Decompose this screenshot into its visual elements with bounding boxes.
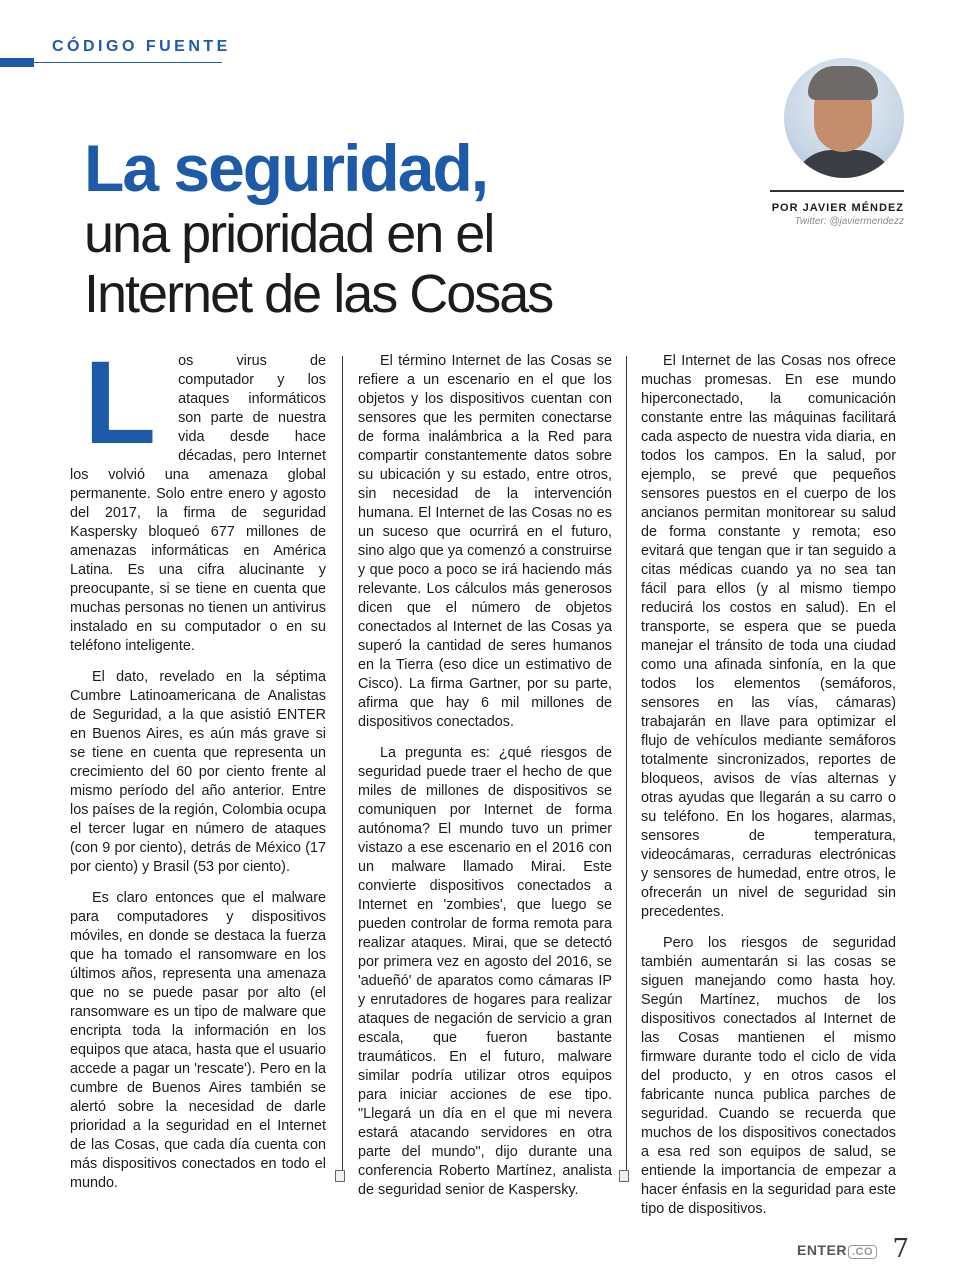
brand-name: ENTER: [796, 1242, 847, 1258]
column-end-mark: [335, 1170, 345, 1182]
author-photo: [784, 58, 904, 178]
column-divider: [342, 356, 343, 1176]
brand-suffix: .CO: [848, 1245, 877, 1259]
paragraph: El término Internet de las Cosas se refiere a un escenario en el que los objetos y los dispositivos cuentan con sensores que les permiten conectarse de forma inalámbrica a la Red para compartir constantemente datos sobre su ubicación y su estado, entre otros, sin necesidad de la intervención humana. El Internet de las Cosas no es un suceso que ocurrirá en el futuro, sino algo que ya comenzó a construirse y que poco a poco se irá haciendo más relevante. Los cálculos más generosos dicen que el número de objetos conectados al Internet de las Cosas ya superó la cantidad de seres humanos en la Tierra (eso dice un estimativo de Cisco). La firma Gartner, por su parte, afirma que hay 6 mil millones de dispositivos conectados.: [358, 353, 612, 730]
paragraph: El dato, revelado en la séptima Cumbre Latinoamericana de Analistas de Seguridad, a la que asistió ENTER en Buenos Aires, es aún más grave si se tiene en cuenta que representa un crecimiento del 60 por ciento frente al mismo período del año anterior. Entre los países de la región, Colombia ocupa el tercer lugar en número de ataques (con 9 por ciento), detrás de México (17 por ciento) y Brasil (53 por ciento).: [70, 669, 326, 875]
paragraph: La pregunta es: ¿qué riesgos de seguridad puede traer el hecho de que miles de millones de dispositivos se comuniquen por Internet de forma autónoma? El mundo tuvo un primer vistazo a ese escenario en el 2016 con un malware llamado Mirai. Este convierte dispositivos conectados a Internet en 'zombies', que luego se pueden controlar de forma remota para realizar ataques. Mirai, que se detectó por primera vez en agosto del 2016, se 'adueñó' de aparatos como cámaras IP y enrutadores de hogares para realizar ataques de negación de servicio a gran escala, que fueron bastante traumáticos. En el futuro, malware similar podría utilizar otros equipos para iniciar acciones de ese tipo. "Llegará un día en el que mi nevera estará atacando servidores en otra parte del mundo", dijo durante una conferencia Roberto Martínez, analista de seguridad senior de Kaspersky.: [358, 745, 612, 1198]
paragraph: Pero los riesgos de seguridad también aumentarán si las cosas se siguen manejando como hasta hoy. Según Martínez, muchos de los dispositivos conectados al Internet de las Cosas mantienen el mismo firmware durante todo el ciclo de vida del producto, y en otros casos el fabricante nunca publica parches de seguridad. Cuando se recuerda que muchos de los dispositivos conectados a esa red son equipos de salud, se entiende la importancia de empezar a hacer énfasis en la seguridad para este tipo de dispositivos.: [641, 935, 896, 1217]
column-end-mark: [619, 1170, 629, 1182]
column-divider: [626, 356, 627, 1176]
paragraph: El Internet de las Cosas nos ofrece muchas promesas. En ese mundo hiperconectado, la comunicación constante entre las máquinas facilitará cada aspecto de nuestra vida diaria, en todos los campos. En la salud, por ejemplo, se prevé que pequeños sensores puestos en el cuerpo de los ancianos permitan monitorear su salud de forma constante y remota; eso evitará que tengan que ir tan seguido a citas médicas cuando ya no sea tan fácil para ellos (y al mismo tiempo reducirá los costos en salud). En el transporte, se espera que se pueda manejar el tránsito de toda una ciudad como una afinada sinfonía, en la que todos los elementos (semáforos, sensores en las vías, cámaras) trabajarán en llave para optimizar el flujo de vehículos mediante semáforos totalmente sincronizados, reportes de bloqueos, avisos de vías alternas y otras ayudas que llegarán a su carro o su teléfono. En los hogares, alarmas, sensores de temperatura, videocámaras, cerraduras electrónicas y sensores de humedad, entre otros, le ofrecerán un nivel de seguridad sin precedentes.: [641, 353, 896, 920]
headline: [84, 132, 644, 324]
article-column-3: [641, 352, 896, 1231]
footer-brand-logo: [797, 1242, 877, 1259]
page-number: 7: [892, 1234, 909, 1264]
paragraph: Es claro entonces que el malware para computadores y dispositivos móviles, en donde se destaca la fuerza que ha tomado el ransomware en los últimos años, representa una amenaza que no se puede pasar por alto (el ransomware es un tipo de malware que encripta toda la información en los equipos que ataca, hasta que el usuario accede a pagar un 'rescate'). Pero en la cumbre de Buenos Aires también se alertó sobre la necesidad de darle prioridad a la seguridad en el Internet de las Cosas, que cada día cuenta con más dispositivos conectados en todo el mundo.: [70, 890, 326, 1191]
paragraph: os virus de computador y los ataques informáticos son parte de nuestra vida desde hace décadas, pero Internet los volvió una amenaza global permanente. Solo entre enero y agosto del 2017, la firma de seguridad Kaspersky bloqueó 677 millones de amenazas informáticas en América Latina. Es una cifra alucinante y preocupante, si se tiene en cuenta que muchas personas no tienen un antivirus instalado en su computador o en su teléfono inteligente.: [70, 353, 326, 654]
headline-line-3: Internet de las Cosas: [84, 264, 553, 324]
author-rule: [770, 190, 904, 192]
headline-line-1: La seguridad,: [84, 131, 488, 205]
section-rule: [34, 62, 222, 63]
article-column-2: [358, 352, 612, 1212]
author-byline: POR JAVIER MÉNDEZ: [771, 202, 904, 214]
section-label: CÓDIGO FUENTE: [52, 38, 231, 55]
drop-cap: L: [84, 337, 157, 469]
article-column-1: [70, 337, 326, 1205]
headline-line-2: una prioridad en el: [84, 204, 494, 264]
author-twitter: Twitter: @javiermendezz: [794, 216, 904, 227]
section-accent-bar: [0, 58, 34, 67]
